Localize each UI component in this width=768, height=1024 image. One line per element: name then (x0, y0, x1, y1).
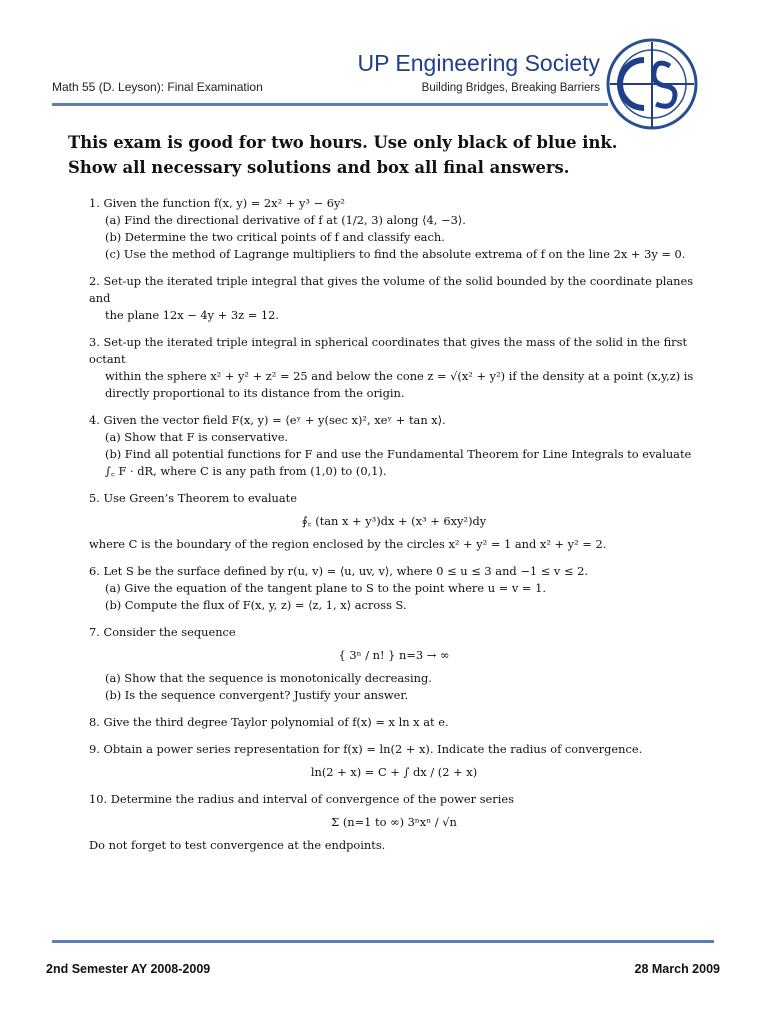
question-text: 8. Give the third degree Taylor polynomial of f(x) = x ln x at e. (89, 715, 449, 729)
header-divider (52, 103, 608, 106)
question-part: (b) Determine the two critical points of f and classify each. (105, 230, 445, 244)
question-6 (89, 563, 699, 614)
question-text: 3. Set-up the iterated triple integral in spherical coordinates that gives the mass of the solid in the first octant (89, 335, 688, 366)
question-text: 2. Set-up the iterated triple integral that gives the volume of the solid bounded by the coordinate planes and (89, 274, 694, 305)
footer-date: 28 March 2009 (634, 962, 720, 976)
question-note: where C is the boundary of the region enclosed by the circles x² + y² = 1 and x² + y² = 2. (89, 537, 607, 551)
question-5 (89, 490, 699, 553)
question-text: 9. Obtain a power series representation for f(x) = ln(2 + x). Indicate the radius of convergence. (89, 742, 643, 756)
footer-divider (52, 940, 714, 943)
question-part: within the sphere x² + y² + z² = 25 and below the cone z = √(x² + y²) if the density at a point (x,y,z) is (105, 369, 694, 383)
math-display: ∮꜀ (tan x + y³)dx + (x³ + 6xy²)dy (301, 514, 487, 528)
question-1 (89, 195, 699, 263)
question-7 (89, 624, 699, 704)
exam-instructions: This exam is good for two hours. Use only black of blue ink. Show all necessary solutions and box all final answers. (68, 133, 618, 177)
course-title: Math 55 (D. Leyson): Final Examination (52, 80, 263, 94)
question-text: 10. Determine the radius and interval of convergence of the power series (89, 792, 514, 806)
org-tagline: Building Bridges, Breaking Barriers (421, 82, 600, 94)
question-text: 4. Given the vector field F(x, y) = ⟨eʸ + y(sec x)², xeʸ + tan x⟩. (89, 413, 446, 427)
question-part: (c) Use the method of Lagrange multipliers to find the absolute extrema of f on the line 2x + 3y = 0. (105, 247, 686, 261)
question-part: (a) Give the equation of the tangent plane to S to the point where u = v = 1. (105, 581, 546, 595)
question-8 (89, 714, 699, 731)
question-3 (89, 334, 699, 402)
math-display: Σ (n=1 to ∞) 3ⁿxⁿ / √n (331, 815, 457, 829)
question-part: (a) Show that F is conservative. (105, 430, 289, 444)
question-part: ∫꜀ F · dR, where C is any path from (1,0) to (0,1). (105, 464, 387, 478)
org-logo (604, 32, 700, 142)
org-name: UP Engineering Society (357, 50, 600, 76)
question-part: the plane 12x − 4y + 3z = 12. (105, 308, 280, 322)
question-part: (a) Find the directional derivative of f at (1/2, 3) along ⟨4, −3⟩. (105, 213, 466, 227)
question-part: directly proportional to its distance from the origin. (105, 386, 405, 400)
question-text: 5. Use Green’s Theorem to evaluate (89, 491, 297, 505)
question-list (89, 195, 699, 864)
question-part: (b) Find all potential functions for F and use the Fundamental Theorem for Line Integrals to evaluate (105, 447, 692, 461)
math-display: ln(2 + x) = C + ∫ dx / (2 + x) (310, 765, 478, 779)
question-text: 6. Let S be the surface defined by r(u, v) = ⟨u, uv, v⟩, where 0 ≤ u ≤ 3 and −1 ≤ v ≤ 2. (89, 564, 588, 578)
question-text: 7. Consider the sequence (89, 625, 236, 639)
question-10 (89, 791, 699, 854)
question-9 (89, 741, 699, 781)
question-part: (b) Is the sequence convergent? Justify your answer. (105, 688, 409, 702)
svg-text:· · ·: · · · (647, 43, 657, 50)
footer-semester: 2nd Semester AY 2008-2009 (46, 962, 211, 976)
math-display: { 3ⁿ / n! } n=3 → ∞ (338, 648, 450, 662)
question-4 (89, 412, 699, 480)
question-note: Do not forget to test convergence at the endpoints. (89, 838, 386, 852)
question-part: (a) Show that the sequence is monotonically decreasing. (105, 671, 432, 685)
question-part: (b) Compute the flux of F(x, y, z) = ⟨z, 1, x⟩ across S. (105, 598, 407, 612)
question-2 (89, 273, 699, 324)
question-text: 1. Given the function f(x, y) = 2x² + y³ − 6y² (89, 196, 345, 210)
